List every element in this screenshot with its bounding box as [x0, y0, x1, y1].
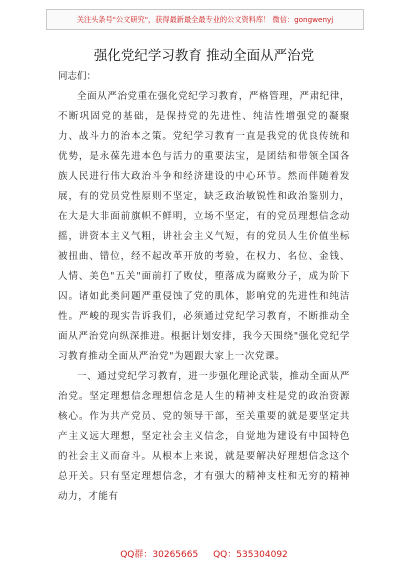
footer-contact: [0, 547, 408, 560]
salutation: 同志们：: [58, 71, 97, 82]
promo-banner: [46, 9, 364, 30]
document-title: 强化党纪学习教育 推动全面从严治党: [93, 48, 315, 64]
qq-group-label: QQ群：30265665: [120, 550, 199, 560]
paragraph: 全面从严治党重在强化党纪学习教育，严格管理，严肃纪律，不断巩固党的基础，是保持党的先进性、纯洁性增强党的凝聚力、战斗力的治本之策。党纪学习教育一直是我党的优良传统和优势，是永葆先进本色与活力的重要法宝，是团结和带领全国各族人民进行伟大政治斗争和经济建设的中心环节。然而伴随着发展，有的党员党性原则不坚定，缺乏政治敏锐性和政治鉴别力，在大是大非面前旗帜不鲜明，立场不坚定，有的党员理想信念动摇，讲资本主义气粗，讲社会主义气短，有的党员人生价值坐标被扭曲、错位，经不起改革开放的考验，在权力、名位、金钱、人情、美色"五关"面前打了败仗，堕落成为腐败分子，成为阶下囚。诸如此类问题严重侵蚀了党的肌体，影响党的先进性和纯洁性。严峻的现实告诉我们，必须通过党纪学习教育，不断推动全面从严治党向纵深推进。根据计划安排，我今天围绕"强化党纪学习教育推动全面从严治党"为题跟大家上一次党课。: [58, 91, 350, 362]
qq-contact-label: QQ：535304092: [213, 550, 288, 560]
document-body: [58, 87, 350, 507]
promo-banner-text: 关注头条号"公文研究"，获得最新最全最专业的公文资料库！ 微信：gongwenyj: [76, 14, 334, 24]
paragraph: 一、通过党纪学习教育，进一步强化理论武装，推动全面从严治党。坚定理想信念理想信念是人生的精神支柱是党的政治资源核心。作为共产党员、党的领导干部，至关重要的就是要坚定共产主义远大理想，坚定社会主义信念，自觉地为建设有中国特色的社会主义而奋斗。从根本上来说，就是要解决好理想信念这个总开关。只有坚定理想信念，才有强大的精神支柱和无穷的精神动力，才能有: [58, 371, 350, 502]
